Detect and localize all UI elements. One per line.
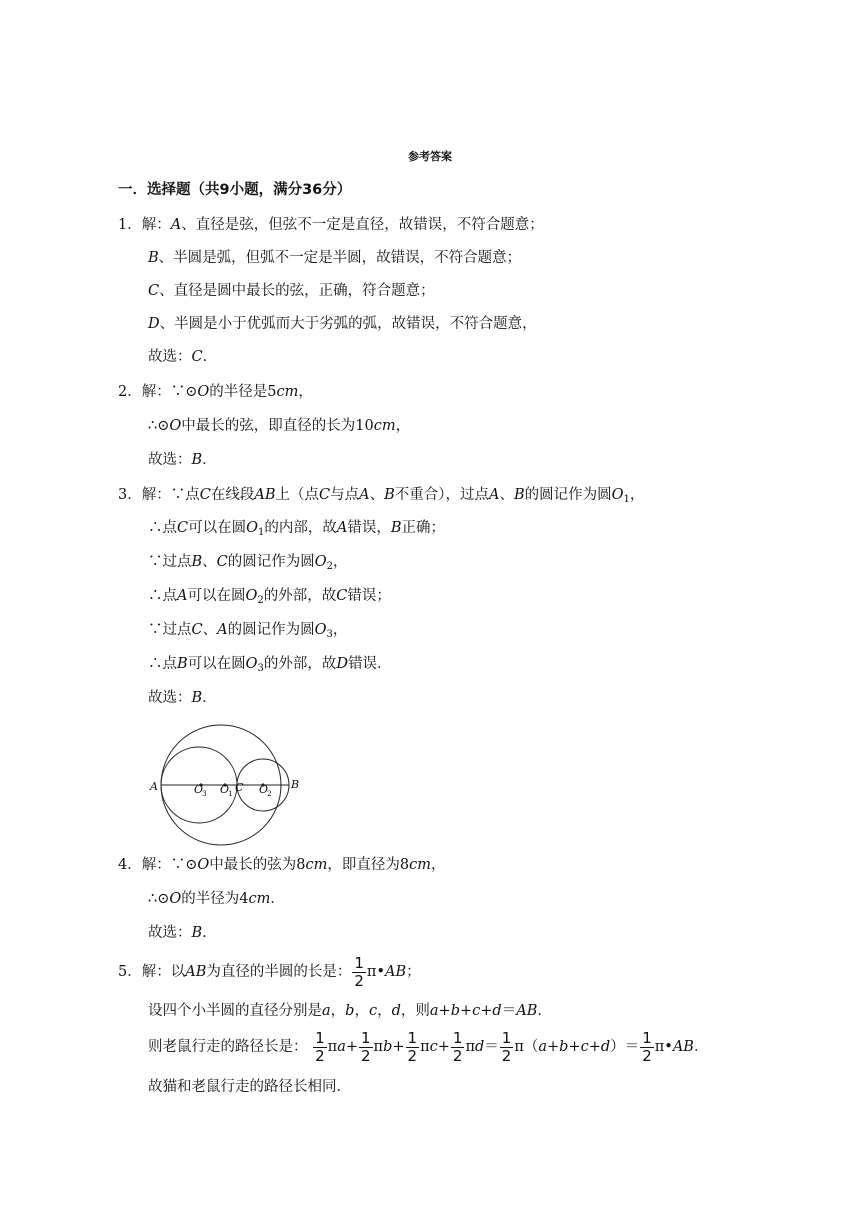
unit-cm: cm — [276, 384, 299, 400]
var: AB — [385, 964, 407, 980]
label-o2-sub: 2 — [267, 789, 272, 798]
var: a — [538, 1039, 547, 1055]
text: 4．解：∵⊙ — [118, 857, 198, 873]
text: 可以在圆 — [188, 520, 247, 536]
var: C — [199, 487, 211, 503]
q3-line-2 — [148, 518, 445, 543]
frac-den: 2 — [361, 1046, 371, 1065]
q2-lead: 2．解：∵⊙ — [118, 384, 198, 400]
var: c — [580, 1039, 589, 1055]
fraction-half — [640, 1030, 654, 1065]
text: ∵过点 — [148, 554, 192, 570]
circle-o: O — [169, 418, 182, 434]
pi: π — [465, 1039, 475, 1055]
answer-period: ． — [202, 690, 217, 706]
text: ， — [333, 554, 348, 570]
var: AB — [672, 1039, 694, 1055]
var: AB — [516, 1003, 538, 1019]
q3-line-4 — [148, 586, 391, 611]
var: A — [177, 588, 188, 604]
answer-choice: B — [191, 452, 203, 468]
unit-cm: cm — [373, 418, 396, 434]
q2-text-1: 的半径是5 — [209, 384, 277, 400]
text: 中最长的弦为8 — [209, 857, 306, 873]
var: C — [318, 487, 331, 503]
text: ， — [629, 487, 645, 503]
subscript: 2 — [257, 595, 264, 606]
label-a: A — [150, 780, 158, 793]
frac-den: 2 — [452, 1046, 463, 1065]
text: 错误， — [347, 520, 391, 536]
text: ∵过点 — [148, 622, 192, 638]
answer-choice: B — [191, 925, 203, 941]
q3-answer — [148, 688, 217, 708]
pi: π — [420, 1039, 430, 1055]
var: b — [559, 1039, 569, 1055]
text: 正确； — [401, 520, 446, 536]
text: 设四个小半圆的直径分别是 — [148, 1003, 322, 1019]
var: A — [217, 622, 228, 638]
q2-therefore: ∴⊙ — [148, 418, 170, 434]
text: + — [459, 1003, 473, 1019]
q1-option-b: B — [148, 250, 159, 266]
text: 上（点 — [275, 487, 319, 503]
q2-text-3: 中最长的弦，即直径的长为10 — [181, 418, 374, 434]
q1-option-d: D — [148, 316, 160, 332]
subscript: 1 — [623, 494, 630, 505]
q1-line-c — [148, 281, 435, 301]
answer-period: ． — [202, 452, 217, 468]
var: C — [191, 622, 203, 638]
text: 的圆记作为圆 — [227, 622, 315, 638]
var: O — [314, 622, 327, 638]
q3-line-5 — [148, 620, 347, 645]
q1-option-a: A — [170, 217, 182, 233]
text: 5．解：以 — [118, 964, 186, 980]
var: O — [245, 588, 258, 604]
var: d — [474, 1039, 485, 1055]
text: 的圆记作为圆 — [524, 487, 612, 503]
text: ， — [430, 857, 446, 873]
fraction-half — [352, 955, 366, 990]
answer-period: ． — [202, 349, 218, 365]
text: ∴⊙ — [148, 891, 170, 907]
q4-line-2 — [148, 889, 285, 909]
fraction-half — [406, 1030, 420, 1065]
var: O — [246, 520, 258, 536]
frac-num: 1 — [361, 1028, 371, 1047]
var: B — [191, 554, 203, 570]
var: B — [390, 520, 402, 536]
plus: + — [588, 1039, 601, 1055]
text: ； — [406, 964, 421, 980]
var: C — [336, 588, 348, 604]
frac-den: 2 — [315, 1046, 325, 1065]
text: ． — [537, 1003, 552, 1019]
q2-text-2: ， — [298, 384, 313, 400]
section-heading: 一．选择题（共9小题，满分36分） — [118, 182, 352, 198]
var: D — [336, 656, 349, 672]
label-o2: O — [259, 783, 269, 796]
fraction-half — [313, 1030, 327, 1065]
text: ， — [354, 1003, 369, 1019]
q4-answer — [148, 923, 217, 943]
plus: + — [392, 1039, 405, 1055]
q1-text-a: 、直径是弦，但弦不一定是直径，故错误，不符合题意； — [181, 217, 544, 233]
q3-line-6 — [148, 654, 392, 679]
var: d — [391, 1003, 401, 1019]
pi: π — [373, 1039, 384, 1055]
var: AB — [254, 487, 276, 503]
var: c — [429, 1039, 438, 1055]
text: ＝ — [501, 1003, 517, 1019]
q5-line-1 — [118, 953, 421, 991]
var: B — [177, 656, 188, 672]
text: + — [438, 1003, 451, 1019]
q2-line-2 — [148, 416, 410, 436]
text: 的外部，故 — [263, 588, 337, 604]
text: ，即直径为8 — [327, 857, 410, 873]
var: d — [600, 1039, 611, 1055]
q5-line-3 — [148, 1028, 708, 1066]
q3-line-1 — [118, 485, 644, 510]
var: O — [245, 656, 258, 672]
text: 在线段 — [210, 487, 255, 503]
var: a — [429, 1003, 439, 1019]
var: A — [359, 487, 370, 503]
circle-o: O — [197, 857, 210, 873]
var: C — [216, 554, 228, 570]
unit-cm: cm — [305, 857, 328, 873]
text: 可以在圆 — [187, 588, 246, 604]
answer-prefix: 故选： — [148, 690, 192, 706]
circle-o: O — [197, 384, 210, 400]
plus: + — [437, 1039, 450, 1055]
text: 错误； — [347, 588, 391, 604]
var: c — [472, 1003, 481, 1019]
text: 、 — [202, 554, 217, 570]
frac-den: 2 — [354, 971, 364, 990]
text: 的外部，故 — [263, 656, 337, 672]
frac-num: 1 — [452, 1028, 463, 1047]
text: 错误． — [348, 656, 392, 672]
label-o1: O — [220, 783, 230, 796]
text: ，则 — [400, 1003, 430, 1019]
q3-line-3 — [148, 552, 348, 577]
plus: + — [345, 1039, 358, 1055]
answer-choice: B — [191, 690, 203, 706]
equals: ＝ — [484, 1039, 499, 1055]
text: + — [480, 1003, 493, 1019]
q1-line-b — [148, 248, 521, 268]
close-equals: ）＝ — [610, 1039, 640, 1055]
circle-o: O — [169, 891, 182, 907]
q1-line-d — [148, 314, 537, 334]
var: O — [314, 554, 327, 570]
frac-num: 1 — [642, 1028, 652, 1047]
frac-num: 1 — [354, 953, 364, 972]
text: ， — [377, 1003, 392, 1019]
frac-num: 1 — [315, 1028, 325, 1047]
var: A — [336, 520, 348, 536]
label-c: C — [235, 781, 244, 794]
text: ． — [270, 891, 285, 907]
text: ． — [693, 1039, 709, 1055]
subscript: 2 — [326, 561, 334, 572]
answer-prefix: 故选： — [148, 452, 192, 468]
q1-text-c: 、直径是圆中最长的弦，正确，符合题意； — [159, 283, 435, 299]
var: a — [337, 1039, 346, 1055]
var: d — [492, 1003, 502, 1019]
frac-num: 1 — [407, 1028, 418, 1047]
text: 则老鼠行走的路径长是： — [148, 1039, 308, 1055]
frac-den: 2 — [407, 1046, 418, 1065]
text: ， — [332, 622, 348, 638]
var: b — [383, 1039, 393, 1055]
text: ， — [330, 1003, 346, 1019]
var: B — [513, 487, 525, 503]
text: π• — [366, 964, 386, 980]
answer-prefix: 故选： — [148, 925, 192, 941]
var: b — [345, 1003, 355, 1019]
frac-den: 2 — [642, 1046, 652, 1065]
answer-choice: C — [191, 349, 203, 365]
fraction-half — [451, 1030, 465, 1065]
text: 不重合），过点 — [394, 487, 489, 503]
fraction-half — [500, 1030, 514, 1065]
q1-answer — [148, 347, 217, 367]
q2-line-1 — [118, 382, 313, 402]
subscript: 3 — [257, 663, 264, 674]
pi-paren: π（ — [514, 1039, 539, 1055]
frac-den: 2 — [501, 1046, 512, 1065]
pi-dot: π• — [654, 1039, 673, 1055]
var: O — [611, 487, 624, 503]
q1-option-c: C — [148, 283, 160, 299]
text: 与点 — [330, 487, 360, 503]
var: c — [368, 1003, 378, 1019]
fraction-half — [359, 1030, 373, 1065]
text: 、 — [499, 487, 514, 503]
label-o3-sub: 3 — [202, 789, 207, 798]
plus: + — [547, 1039, 560, 1055]
var: a — [322, 1003, 331, 1019]
q2-text-4: ， — [395, 418, 411, 434]
text: ∴点 — [148, 520, 177, 536]
var: AB — [185, 964, 207, 980]
unit-cm: cm — [248, 891, 271, 907]
text: 可以在圆 — [187, 656, 246, 672]
text: 的圆记作为圆 — [227, 554, 315, 570]
plus: + — [568, 1039, 581, 1055]
q2-answer — [148, 450, 217, 470]
circles-figure — [148, 712, 313, 847]
q4-line-1 — [118, 855, 445, 875]
answer-title: 参考答案 — [408, 150, 452, 163]
q3-lead: 3．解：∵点 — [118, 487, 200, 503]
unit-cm: cm — [409, 857, 431, 873]
var: b — [450, 1003, 460, 1019]
label-o1-sub: 1 — [228, 789, 233, 798]
label-o3: O — [194, 783, 204, 796]
text: ∴点 — [148, 588, 177, 604]
q1-line-a — [118, 215, 544, 235]
var: B — [384, 487, 395, 503]
text: 为直径的半圆的长是： — [206, 964, 352, 980]
q1-text-d: 、半圆是小于优弧而大于劣弧的弧，故错误，不符合题意， — [159, 316, 537, 332]
text: 的半径为4 — [181, 891, 249, 907]
answer-prefix: 故选： — [148, 349, 192, 365]
answer-period: ． — [202, 925, 217, 941]
subscript: 3 — [326, 629, 333, 640]
q1-lead: 1．解： — [118, 217, 171, 233]
text: 、 — [202, 622, 218, 638]
text: ∴点 — [148, 656, 177, 672]
q5-line-2 — [148, 1001, 552, 1021]
label-b: B — [291, 778, 300, 791]
pi: π — [327, 1039, 338, 1055]
q5-line-4: 故猫和老鼠行走的路径长相同． — [148, 1079, 351, 1095]
text: 、 — [369, 487, 385, 503]
q1-text-b: 、半圆是弧，但弧不一定是半圆，故错误，不符合题意； — [158, 250, 522, 266]
text: 的内部，故 — [264, 520, 337, 536]
var: C — [177, 520, 189, 536]
frac-num: 1 — [501, 1028, 512, 1047]
var: A — [488, 487, 500, 503]
subscript: 1 — [258, 527, 265, 538]
